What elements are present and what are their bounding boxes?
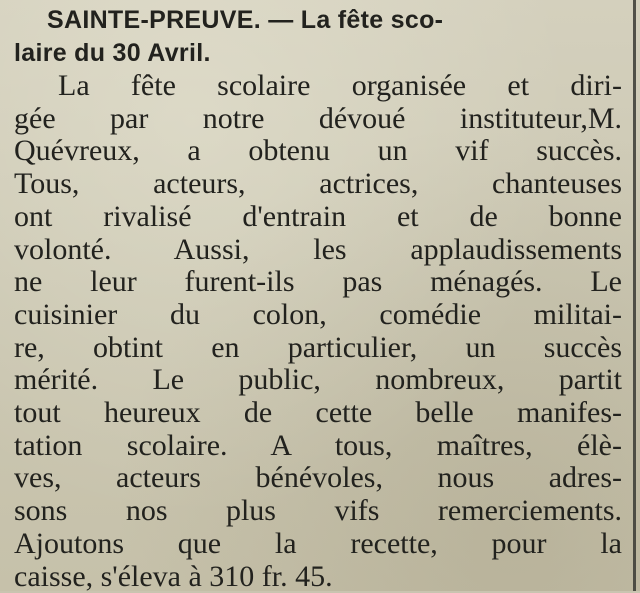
body-line: mérité. Le public, nombreux, partit — [14, 363, 622, 397]
article-headline — [14, 4, 622, 70]
body-line: Tous, acteurs, actrices, chanteuses — [14, 167, 622, 201]
body-line: re, obtint en particulier, un succès — [14, 330, 622, 364]
body-line: tout heureux de cette belle manifes- — [14, 396, 622, 430]
headline-line: SAINTE-PREUVE. — La fête sco- — [47, 6, 444, 34]
body-line: Ajoutons que la recette, pour la — [14, 526, 622, 560]
body-line: ves, acteurs bénévoles, nous adres- — [14, 461, 622, 495]
body-line: ne leur furent-ils pas ménagés. Le — [14, 265, 622, 299]
body-line: cuisinier du colon, comédie militai- — [14, 297, 622, 331]
body-line: volonté. Aussi, les applaudissements — [14, 232, 622, 266]
body-line: La fête scolaire organisée et diri- — [58, 69, 622, 102]
body-line: sons nos plus vifs remerciements. — [14, 494, 622, 528]
body-line: caisse, s'éleva à 310 fr. 45. — [14, 559, 333, 593]
column-rule — [633, 0, 636, 591]
body-line: ont rivalisé d'entrain et de bonne — [14, 199, 622, 233]
body-line: tation scolaire. A tous, maîtres, élè- — [14, 428, 622, 462]
body-line: Quévreux, a obtenu un vif succès. — [14, 134, 622, 168]
article-body — [14, 70, 622, 593]
headline-line: laire du 30 Avril. — [14, 39, 211, 67]
news-article — [14, 4, 622, 593]
body-line: gée par notre dévoué instituteur,M. — [14, 101, 622, 135]
